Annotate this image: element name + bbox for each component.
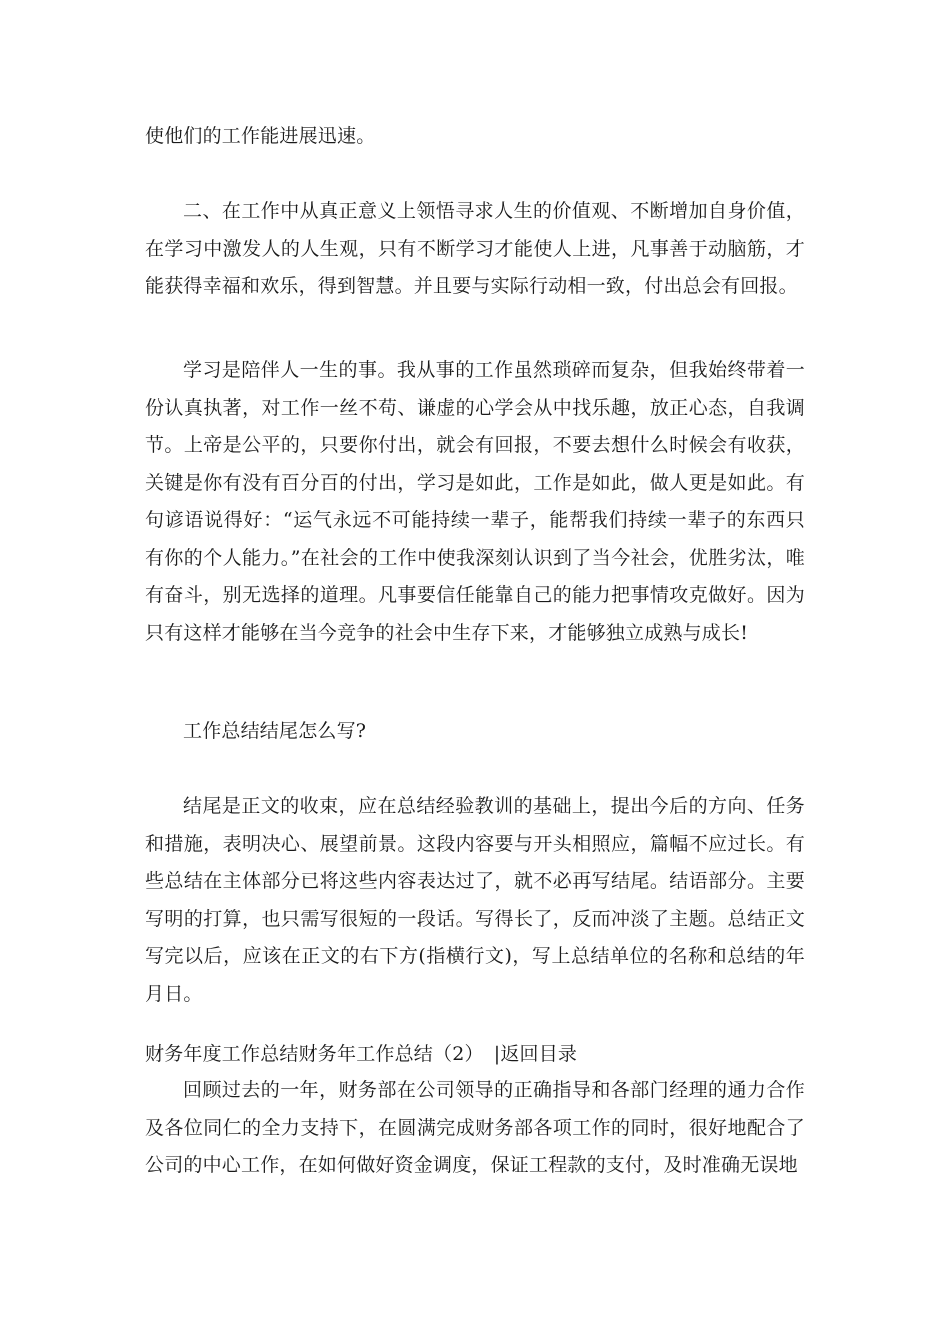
separator: | — [493, 1043, 501, 1065]
section-heading: 财务年度工作总结财务年工作总结（2） — [145, 1043, 484, 1065]
section-heading-line — [145, 1037, 805, 1071]
back-to-toc-link[interactable]: 返回目录 — [500, 1043, 578, 1065]
subheading-conclusion-question: 工作总结结尾怎么写? — [183, 720, 367, 742]
paragraph-finance-review: 回顾过去的一年，财务部在公司领导的正确指导和各部门经理的通力合作及各位同仁的全力支持下，在圆满完成财务部各项工作的同时，很好地配合了公司的中心工作，在如何做好资金调度，保证工程款的支付，及时准确无误地 — [145, 1079, 805, 1176]
paragraph-learning: 学习是陪伴人一生的事。我从事的工作虽然琐碎而复杂，但我始终带着一份认真执著，对工作一丝不苟、谦虚的心学会从中找乐趣，放正心态，自我调节。上帝是公平的，只要你付出，就会有回报，不要去想什么时候会有收获，关键是你有没有百分百的付出，学习是如此，工作是如此，做人更是如此。有句谚语说得好：“运气永远不可能持续一辈子，能帮我们持续一辈子的东西只有你的个人能力。”在社会的工作中使我深刻认识到了当今社会，优胜劣汰，唯有奋斗，别无选择的道理。凡事要信任能靠自己的能力把事情攻克做好。因为只有这样才能够在当今竞争的社会中生存下来，才能够独立成熟与成长! — [145, 359, 805, 644]
paragraph-continuation: 使他们的工作能进展迅速。 — [145, 125, 376, 147]
paragraph-value-outlook: 二、在工作中从真正意义上领悟寻求人生的价值观、不断增加自身价值，在学习中激发人的人生观，只有不断学习才能使人上进，凡事善于动脑筋，才能获得幸福和欢乐，得到智慧。并且要与实际行动相一致，付出总会有回报。 — [145, 200, 805, 297]
paragraph-conclusion: 结尾是正文的收束，应在总结经验教训的基础上，提出今后的方向、任务和措施，表明决心、展望前景。这段内容要与开头相照应，篇幅不应过长。有些总结在主体部分已将这些内容表达过了，就不必再写结尾。结语部分。主要写明的打算，也只需写很短的一段话。写得长了，反而冲淡了主题。总结正文写完以后，应该在正文的右下方(指横行文)，写上总结单位的名称和总结的年月日。 — [145, 795, 805, 1005]
